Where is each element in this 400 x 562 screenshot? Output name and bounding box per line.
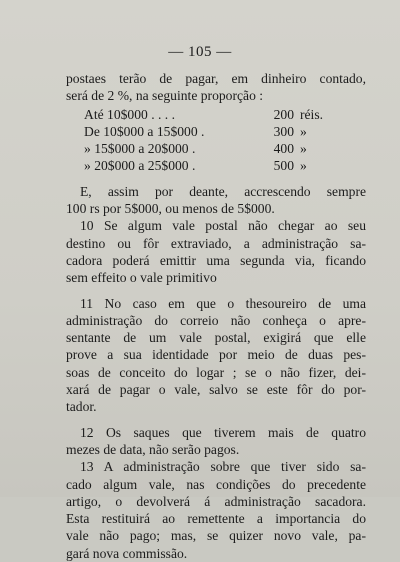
rate-amount: 300 — [273, 123, 294, 139]
rate-amount: 500 — [273, 158, 294, 174]
text-line: 10 Se algum vale postal não chegar ao seu — [80, 218, 366, 234]
intro — [66, 70, 366, 105]
paragraph-11 — [66, 295, 366, 416]
text-line: soas de conceito do logar ; se o não fizer, dei- — [66, 364, 366, 380]
text-line: destino ou fôr extraviado, a administração sa- — [66, 235, 366, 251]
rate-table — [66, 106, 366, 175]
text-line: 11 No caso em que o thesoureiro de uma — [80, 295, 366, 311]
text-line: xará de pagar o vale, salvo se este fôr do por- — [66, 382, 366, 398]
rate-range: De 10$000 a 15$000 . — [84, 123, 205, 139]
paragraph-10 — [66, 217, 366, 286]
text-line: postaes terão de pagar, em dinheiro contado, — [66, 71, 366, 86]
text-line: Esta restituirá ao remettente a importancia do — [66, 511, 366, 527]
text-line: artigo, o devolverá á administração sacadora. — [66, 493, 366, 509]
page-body — [66, 70, 366, 562]
text-line: 100 rs por 5$000, ou menos de 5$000. — [66, 201, 275, 217]
text-line: sem effeito o vale primitivo — [66, 270, 217, 286]
text-line: E, assim por deante, accrescendo sempre — [80, 183, 366, 199]
text-line: será de 2 %, na seguinte proporção : — [66, 88, 264, 104]
paragraph-e — [66, 183, 366, 218]
rate-amount: 200 — [273, 106, 294, 122]
text-line: prove a sua identidade por meio de duas pes- — [66, 347, 366, 363]
text-line: cadora poderá emittir uma segunda via, ficando — [66, 252, 366, 268]
text-line: gará nova commissão. — [66, 545, 188, 561]
text-line: cado algum vale, nas condições do precedente — [66, 476, 366, 492]
rate-unit: » — [300, 158, 307, 174]
rate-unit: » — [300, 123, 307, 139]
paragraph-13 — [66, 458, 366, 562]
text-line: sentante de um vale postal, exigirá que elle — [66, 330, 366, 346]
text-line: 13 A administração sobre que tiver sido sa- — [80, 459, 366, 475]
rate-unit: » — [300, 141, 307, 157]
paragraph-12 — [66, 424, 366, 459]
rate-row — [66, 123, 366, 140]
rate-row — [66, 157, 366, 174]
rate-unit: réis. — [300, 106, 324, 122]
rate-range: » 15$000 a 20$000 . — [84, 141, 196, 157]
rate-amount: 400 — [273, 141, 294, 157]
text-line: mezes de data, não serão pagos. — [66, 441, 240, 457]
rate-range: » 20$000 a 25$000 . — [84, 158, 196, 174]
rate-row — [66, 140, 366, 157]
rate-range: Até 10$000 . . . . — [84, 106, 175, 122]
text-line: tador. — [66, 399, 97, 415]
text-line: administração do correio não conheça o apre- — [66, 312, 366, 328]
page-number: — 105 — — [168, 44, 232, 60]
text-line: 12 Os saques que tiverem mais de quatro — [80, 424, 366, 440]
text-line: vale não pago; mas, se quizer novo vale, pa- — [66, 528, 366, 544]
rate-row — [66, 106, 366, 123]
